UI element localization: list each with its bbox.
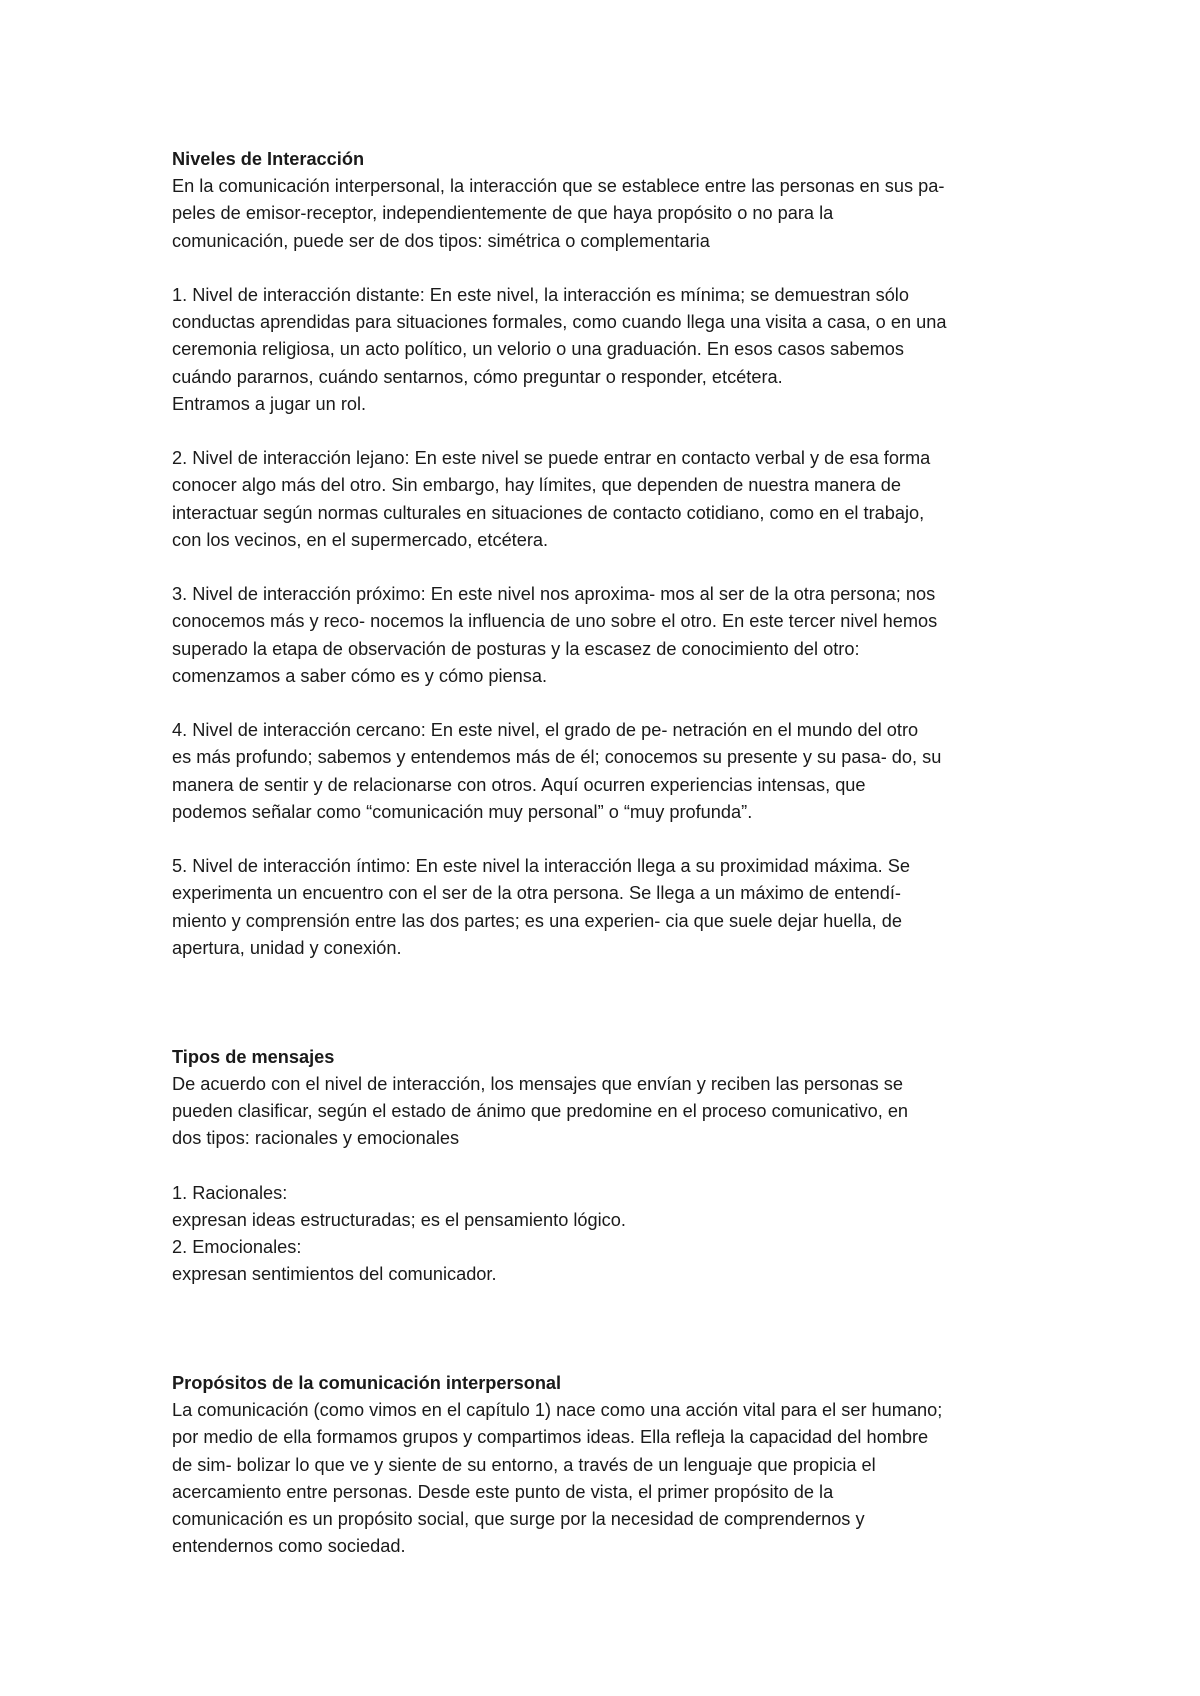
text-line: conductas aprendidas para situaciones formales, como cuando llega una visita a casa, o en una — [172, 312, 947, 333]
text-line: expresan sentimientos del comunicador. — [172, 1264, 497, 1285]
text-line: De acuerdo con el nivel de interacción, los mensajes que envían y reciben las personas se — [172, 1073, 903, 1094]
paragraph — [172, 173, 1052, 255]
paragraph — [172, 717, 1052, 826]
text-line: conocemos más y reco- nocemos la influencia de uno sobre el otro. En este tercer nivel hemos — [172, 611, 938, 632]
text-line: de sim- bolizar lo que ve y siente de su entorno, a través de un lenguaje que propicia el — [172, 1454, 876, 1475]
text-line: 4. Nivel de interacción cercano: En este nivel, el grado de pe- netración en el mundo del otro — [172, 720, 919, 741]
document-page — [172, 146, 1052, 1560]
text-line: 5. Nivel de interacción íntimo: En este nivel la interacción llega a su proximidad máxima. Se — [172, 856, 910, 877]
text-line: apertura, unidad y conexión. — [172, 937, 402, 958]
text-line: peles de emisor-receptor, independientemente de que haya propósito o no para la — [172, 203, 834, 224]
text-line: pueden clasificar, según el estado de ánimo que predomine en el proceso comunicativo, en — [172, 1101, 909, 1122]
text-line: Entramos a jugar un rol. — [172, 393, 367, 414]
section-title: Propósitos de la comunicación interpersonal — [172, 1373, 562, 1394]
section-niveles — [172, 146, 1052, 962]
text-line: expresan ideas estructuradas; es el pensamiento lógico. — [172, 1209, 626, 1230]
paragraph — [172, 581, 1052, 690]
section-propositos — [172, 1370, 1052, 1560]
section-title: Niveles de Interacción — [172, 149, 365, 169]
text-line: comunicación es un propósito social, que surge por la necesidad de comprendernos y — [172, 1509, 865, 1530]
text-line: con los vecinos, en el supermercado, etcétera. — [172, 529, 549, 550]
text-line: 2. Nivel de interacción lejano: En este nivel se puede entrar en contacto verbal y de esa forma — [172, 448, 931, 469]
paragraph — [172, 1071, 1052, 1153]
text-line: entendernos como sociedad. — [172, 1536, 406, 1557]
text-line: miento y comprensión entre las dos partes; es una experien- cia que suele dejar huella, de — [172, 910, 902, 931]
text-line: comunicación, puede ser de dos tipos: simétrica o complementaria — [172, 230, 710, 251]
text-line: experimenta un encuentro con el ser de la otra persona. Se llega a un máximo de entendí- — [172, 883, 901, 904]
section-title: Tipos de mensajes — [172, 1046, 335, 1067]
text-line: 1. Racionales: — [172, 1182, 288, 1203]
text-line: comenzamos a saber cómo es y cómo piensa. — [172, 665, 548, 686]
text-line: 1. Nivel de interacción distante: En este nivel, la interacción es mínima; se demuestran sólo — [172, 285, 909, 305]
text-line: superado la etapa de observación de posturas y la escasez de conocimiento del otro: — [172, 638, 860, 659]
text-line: podemos señalar como “comunicación muy personal” o “muy profunda”. — [172, 801, 753, 822]
paragraph — [172, 1180, 1052, 1289]
text-line: En la comunicación interpersonal, la interacción que se establece entre las personas en sus pa- — [172, 176, 945, 197]
text-line: 3. Nivel de interacción próximo: En este nivel nos aproxima- mos al ser de la otra persona; nos — [172, 584, 936, 605]
text-line: ceremonia religiosa, un acto político, un velorio o una graduación. En esos casos sabemos — [172, 339, 904, 360]
paragraph — [172, 1397, 1052, 1560]
text-line: cuándo pararnos, cuándo sentarnos, cómo preguntar o responder, etcétera. — [172, 366, 783, 387]
text-line: por medio de ella formamos grupos y compartimos ideas. Ella refleja la capacidad del hombre — [172, 1427, 929, 1448]
text-line: manera de sentir y de relacionarse con otros. Aquí ocurren experiencias intensas, que — [172, 774, 866, 795]
paragraph — [172, 445, 1052, 554]
section-tipos-mensajes — [172, 1044, 1052, 1289]
text-line: es más profundo; sabemos y entendemos más de él; conocemos su presente y su pasa- do, su — [172, 747, 942, 768]
text-line: conocer algo más del otro. Sin embargo, hay límites, que dependen de nuestra manera de — [172, 475, 901, 496]
paragraph — [172, 853, 1052, 962]
paragraph — [172, 282, 1052, 418]
text-line: acercamiento entre personas. Desde este punto de vista, el primer propósito de la — [172, 1481, 834, 1502]
text-line: La comunicación (como vimos en el capítulo 1) nace como una acción vital para el ser humano; — [172, 1400, 943, 1421]
text-line: 2. Emocionales: — [172, 1237, 302, 1258]
text-line: dos tipos: racionales y emocionales — [172, 1128, 460, 1149]
text-line: interactuar según normas culturales en situaciones de contacto cotidiano, como en el trabajo, — [172, 502, 925, 523]
